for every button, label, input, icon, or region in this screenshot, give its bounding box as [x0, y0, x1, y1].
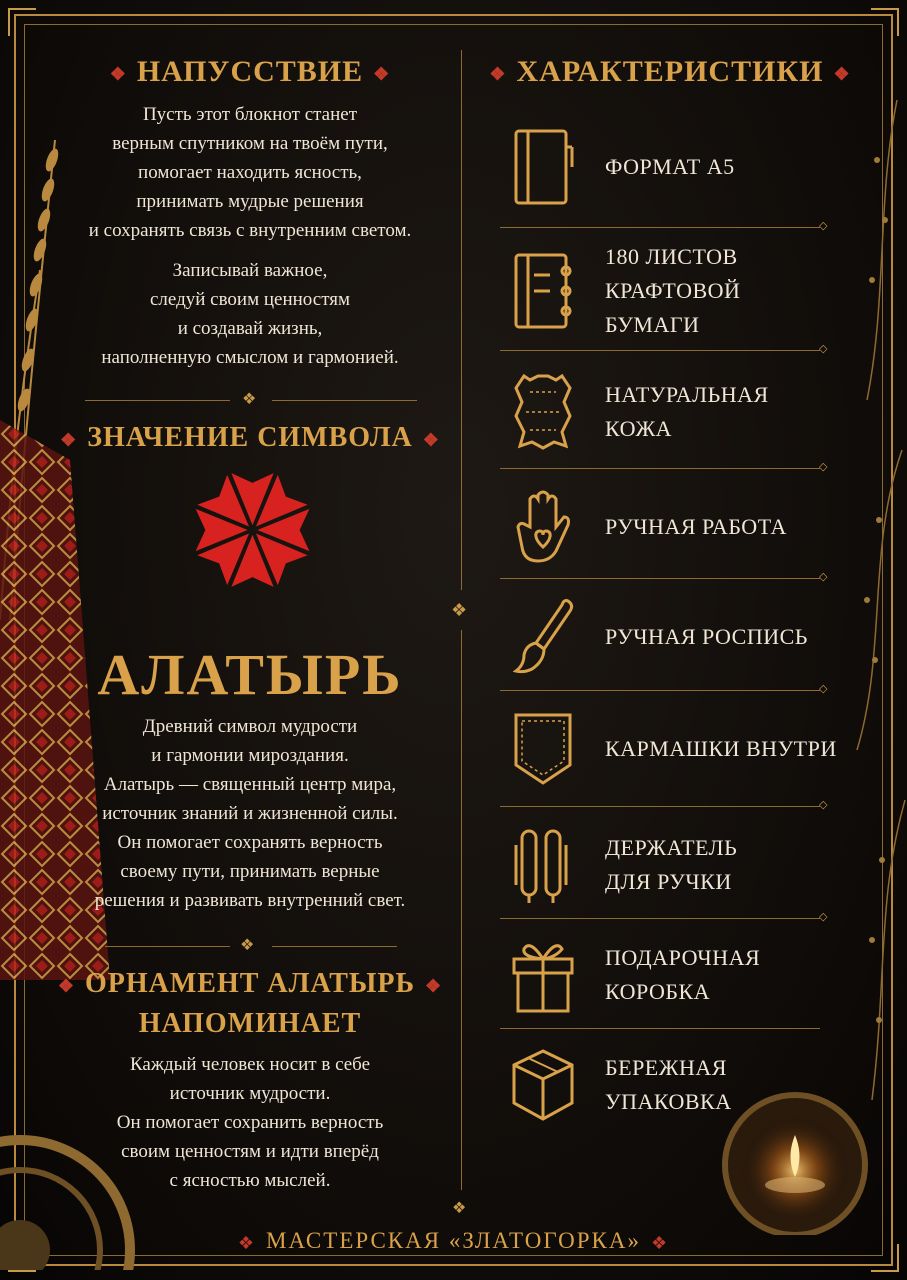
text-line: наполненную смыслом и гармонией. [101, 347, 399, 368]
footer-ornament-icon: ❖ [452, 1200, 467, 1217]
ornament-icon: ❖ [237, 1232, 257, 1253]
package-box-icon [510, 1045, 576, 1125]
text-line: следуй своим ценностям [149, 289, 351, 310]
symbol-title-row [40, 418, 460, 460]
feature-label [605, 694, 840, 804]
diamond-icon: ◇ [819, 220, 828, 232]
spiral-notebook-icon [510, 251, 576, 331]
feature-divider [500, 578, 820, 579]
feature-painting [500, 582, 840, 692]
divider [272, 946, 397, 947]
divider-ornament-icon: ❖ [242, 391, 257, 408]
ornament-icon: ❖ [489, 64, 507, 85]
text-line: с ясностью мыслей. [169, 1170, 331, 1191]
feature-line: БЕРЕЖНАЯ [605, 1055, 727, 1080]
text-line: Записывай важное, [172, 260, 328, 281]
corner-ornament [8, 8, 36, 36]
text-line: Алатырь — священный центр мира, [103, 774, 397, 795]
text-line: принимать мудрые решения [136, 191, 364, 212]
ornament-icon: ❖ [833, 64, 851, 85]
text-line: Он помогает сохранить верность [116, 1112, 384, 1133]
diamond-icon: ◇ [819, 911, 828, 923]
farewell-paragraph-1 [50, 100, 450, 245]
feature-line: УПАКОВКА [605, 1089, 732, 1114]
text-line: верным спутником на твоём пути, [112, 133, 388, 154]
text-line: Древний символ мудрости [142, 716, 358, 737]
feature-divider [500, 468, 820, 469]
feature-format [500, 112, 840, 222]
feature-handmade [500, 472, 840, 582]
feature-line: ДЛЯ РУЧКИ [605, 869, 732, 894]
feature-label [605, 810, 840, 920]
text-line: решения и развивать внутренний свет. [94, 890, 406, 911]
feature-line: ФОРМАТ А5 [605, 154, 735, 179]
ornament-icon: ❖ [425, 975, 443, 996]
text-line: и гармонии мироздания. [151, 745, 349, 766]
feature-line: КРАФТОВОЙ БУМАГИ [605, 278, 741, 337]
text-line: источник знаний и жизненной силы. [102, 803, 398, 824]
text-line: помогает находить ясность, [138, 162, 362, 183]
feature-line: КОРОБКА [605, 979, 711, 1004]
divider [272, 400, 417, 401]
ornament-title-row [40, 966, 460, 1004]
ornament-title-line2: НАПОМИНАЕТ [138, 1008, 362, 1039]
feature-divider [500, 806, 820, 807]
feature-line: 180 ЛИСТОВ [605, 244, 738, 269]
feature-line: ПОДАРОЧНАЯ [605, 945, 761, 970]
text-line: своему пути, принимать верные [120, 861, 380, 882]
candle-decoration [720, 1085, 870, 1235]
ornament-icon: ❖ [60, 429, 78, 450]
ornament-description [40, 1050, 460, 1195]
ornament-icon: ❖ [650, 1232, 670, 1253]
text-line: Пусть этот блокнот станет [142, 104, 358, 125]
diamond-icon: ◇ [819, 799, 828, 811]
hand-heart-icon [510, 487, 576, 567]
symbol-name: АЛАТЫРЬ [97, 642, 403, 707]
center-divider [461, 50, 462, 590]
features-title-row [470, 52, 870, 94]
pen-holder-icon [510, 825, 576, 905]
ornament-title-line1: ОРНАМЕНТ АЛАТЫРЬ [84, 968, 416, 999]
ornament-icon: ❖ [109, 64, 127, 85]
corner-ornament [871, 8, 899, 36]
ornament-icon: ❖ [422, 429, 440, 450]
feature-label [605, 472, 840, 582]
center-divider [461, 630, 462, 1190]
text-line: и создавай жизнь, [177, 318, 323, 339]
feature-divider [500, 918, 820, 919]
feature-line: РУЧНАЯ РОСПИСЬ [605, 624, 808, 649]
ornament-icon: ❖ [57, 975, 75, 996]
farewell-title: НАПУССТВИЕ [136, 55, 364, 88]
ornament-icon: ❖ [373, 64, 391, 85]
feature-divider [500, 690, 820, 691]
symbol-title: ЗНАЧЕНИЕ СИМВОЛА [87, 422, 413, 453]
feature-gift-box [500, 920, 840, 1030]
diamond-icon: ◇ [819, 461, 828, 473]
feature-label [605, 236, 840, 346]
feature-pen-holder [500, 810, 840, 920]
feature-line: НАТУРАЛЬНАЯ КОЖА [605, 382, 769, 441]
feature-label [605, 357, 840, 467]
paintbrush-icon [510, 597, 576, 677]
alatyr-star-icon [170, 465, 335, 595]
feature-line: КАРМАШКИ ВНУТРИ [605, 736, 837, 761]
feature-label [605, 920, 840, 1030]
leather-hide-icon [510, 372, 576, 452]
gift-box-icon [510, 935, 576, 1015]
symbol-description [40, 712, 460, 915]
feature-label [605, 582, 840, 692]
feature-divider [500, 227, 820, 228]
diamond-icon: ◇ [819, 343, 828, 355]
notebook-icon [510, 127, 576, 207]
divider [85, 400, 230, 401]
text-line: Каждый человек носит в себе [129, 1054, 371, 1075]
diamond-icon: ◇ [819, 683, 828, 695]
center-ornament-icon: ❖ [451, 600, 468, 620]
farewell-title-row [60, 52, 440, 94]
corner-ornament [871, 1244, 899, 1272]
footer-row [180, 1224, 727, 1260]
workshop-name: МАСТЕРСКАЯ «ЗЛАТОГОРКА» [266, 1228, 641, 1253]
feature-line: РУЧНАЯ РАБОТА [605, 514, 787, 539]
feature-pages [500, 236, 840, 346]
text-line: и сохранять связь с внутренним светом. [88, 220, 412, 241]
feature-pockets [500, 694, 840, 804]
farewell-paragraph-2 [50, 256, 450, 372]
feature-divider [500, 350, 820, 351]
text-line: своим ценностям и идти вперёд [121, 1141, 379, 1162]
divider [105, 946, 230, 947]
feature-label [605, 112, 840, 222]
pocket-icon [510, 709, 576, 789]
text-line: источник мудрости. [169, 1083, 331, 1104]
features-title: ХАРАКТЕРИСТИКИ [516, 55, 824, 88]
feature-line: ДЕРЖАТЕЛЬ [605, 835, 738, 860]
feature-leather [500, 357, 840, 467]
feature-divider [500, 1028, 820, 1029]
text-line: Он помогает сохранять верность [117, 832, 383, 853]
divider-ornament-icon: ❖ [240, 937, 255, 954]
diamond-icon: ◇ [819, 571, 828, 583]
